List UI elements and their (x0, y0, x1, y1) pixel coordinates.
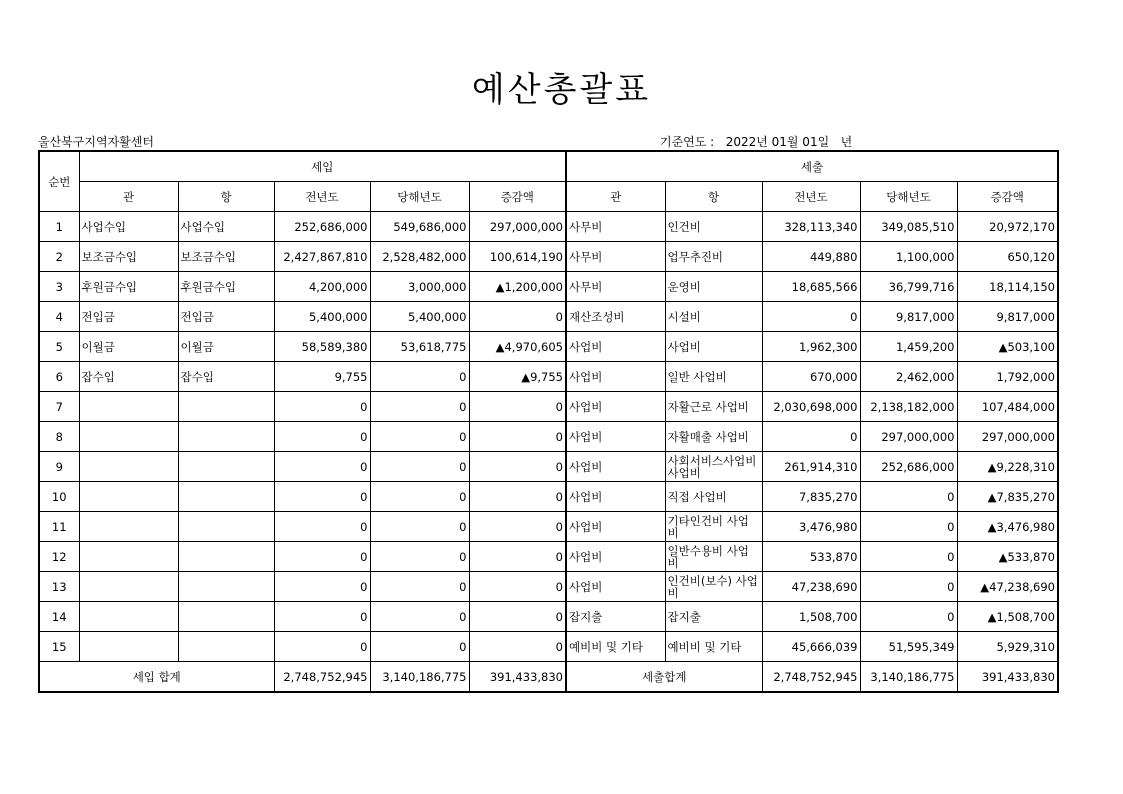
cell-income-gwan: 잡수입 (79, 362, 178, 392)
cell-expense-prev: 328,113,340 (762, 212, 860, 242)
cell-expense-diff: 1,792,000 (957, 362, 1058, 392)
cell-expense-diff: 5,929,310 (957, 632, 1058, 662)
cell-income-prev: 0 (274, 482, 370, 512)
cell-expense-hang: 업무추진비 (665, 242, 762, 272)
cell-expense-diff: 297,000,000 (957, 422, 1058, 452)
cell-income-prev: 0 (274, 512, 370, 542)
cell-expense-diff: ▲503,100 (957, 332, 1058, 362)
basis-value: 2022년 01월 01일 년 (725, 135, 853, 149)
cell-expense-prev: 1,962,300 (762, 332, 860, 362)
basis-date (660, 133, 852, 150)
cell-expense-hang: 운영비 (665, 272, 762, 302)
expense-total-diff: 391,433,830 (957, 662, 1058, 693)
cell-expense-curr: 9,817,000 (860, 302, 957, 332)
cell-expense-prev: 670,000 (762, 362, 860, 392)
cell-income-diff: ▲4,970,605 (469, 332, 566, 362)
cell-expense-gwan: 사업비 (566, 422, 665, 452)
cell-income-hang (178, 602, 274, 632)
cell-income-hang (178, 572, 274, 602)
cell-income-hang: 사업수입 (178, 212, 274, 242)
table-row (39, 452, 1058, 482)
income-total-curr: 3,140,186,775 (370, 662, 469, 693)
cell-income-curr: 0 (370, 452, 469, 482)
header-expense-curr: 당해년도 (860, 182, 957, 212)
cell-expense-diff: 9,817,000 (957, 302, 1058, 332)
cell-expense-hang: 잡지출 (665, 602, 762, 632)
cell-income-hang (178, 482, 274, 512)
cell-expense-prev: 3,476,980 (762, 512, 860, 542)
cell-expense-prev: 0 (762, 422, 860, 452)
cell-expense-diff: ▲1,508,700 (957, 602, 1058, 632)
cell-income-diff: 0 (469, 452, 566, 482)
cell-expense-gwan: 예비비 및 기타 (566, 632, 665, 662)
cell-income-gwan: 이월금 (79, 332, 178, 362)
cell-income-curr: 3,000,000 (370, 272, 469, 302)
cell-income-curr: 0 (370, 392, 469, 422)
cell-expense-diff: ▲3,476,980 (957, 512, 1058, 542)
cell-income-curr: 0 (370, 512, 469, 542)
cell-expense-prev: 2,030,698,000 (762, 392, 860, 422)
table-row (39, 422, 1058, 452)
cell-expense-curr: 2,138,182,000 (860, 392, 957, 422)
cell-income-hang (178, 392, 274, 422)
header-income-hang: 항 (178, 182, 274, 212)
cell-expense-curr: 36,799,716 (860, 272, 957, 302)
cell-expense-diff: ▲9,228,310 (957, 452, 1058, 482)
cell-income-gwan (79, 482, 178, 512)
cell-income-gwan: 후원금수입 (79, 272, 178, 302)
cell-income-prev: 0 (274, 452, 370, 482)
cell-expense-hang: 인건비 (665, 212, 762, 242)
cell-expense-diff: 18,114,150 (957, 272, 1058, 302)
table-row (39, 392, 1058, 422)
cell-expense-gwan: 사업비 (566, 392, 665, 422)
header-income: 세입 (79, 151, 566, 182)
cell-expense-diff: 20,972,170 (957, 212, 1058, 242)
cell-expense-curr: 252,686,000 (860, 452, 957, 482)
cell-expense-prev: 533,870 (762, 542, 860, 572)
cell-expense-curr: 1,100,000 (860, 242, 957, 272)
header-expense: 세출 (566, 151, 1058, 182)
cell-income-prev: 0 (274, 572, 370, 602)
cell-expense-curr: 297,000,000 (860, 422, 957, 452)
cell-seq: 1 (39, 212, 79, 242)
cell-expense-prev: 47,238,690 (762, 572, 860, 602)
header-income-gwan: 관 (79, 182, 178, 212)
cell-income-gwan: 사업수입 (79, 212, 178, 242)
cell-income-prev: 0 (274, 542, 370, 572)
cell-expense-diff: ▲533,870 (957, 542, 1058, 572)
cell-seq: 7 (39, 392, 79, 422)
cell-income-gwan (79, 512, 178, 542)
cell-seq: 2 (39, 242, 79, 272)
table-row (39, 362, 1058, 392)
header-income-prev: 전년도 (274, 182, 370, 212)
cell-expense-curr: 2,462,000 (860, 362, 957, 392)
cell-income-curr: 0 (370, 572, 469, 602)
table-row (39, 632, 1058, 662)
cell-seq: 9 (39, 452, 79, 482)
cell-income-gwan: 전입금 (79, 302, 178, 332)
cell-income-gwan (79, 542, 178, 572)
cell-income-diff: 0 (469, 422, 566, 452)
cell-income-diff: 0 (469, 542, 566, 572)
table-row (39, 272, 1058, 302)
header-expense-diff: 증감액 (957, 182, 1058, 212)
cell-expense-prev: 449,880 (762, 242, 860, 272)
cell-seq: 14 (39, 602, 79, 632)
cell-expense-diff: 107,484,000 (957, 392, 1058, 422)
cell-income-curr: 53,618,775 (370, 332, 469, 362)
cell-income-diff: 0 (469, 512, 566, 542)
cell-expense-hang: 자활매출 사업비 (665, 422, 762, 452)
cell-income-curr: 0 (370, 602, 469, 632)
table-row (39, 212, 1058, 242)
cell-income-hang (178, 512, 274, 542)
expense-total-label: 세출합계 (566, 662, 762, 693)
cell-income-curr: 0 (370, 542, 469, 572)
table-row (39, 242, 1058, 272)
cell-income-gwan (79, 422, 178, 452)
cell-income-gwan: 보조금수입 (79, 242, 178, 272)
page-title: 예산총괄표 (471, 70, 652, 110)
cell-expense-gwan: 사업비 (566, 452, 665, 482)
cell-income-diff: 297,000,000 (469, 212, 566, 242)
cell-income-hang (178, 422, 274, 452)
cell-income-hang: 전입금 (178, 302, 274, 332)
header-income-curr: 당해년도 (370, 182, 469, 212)
table-row (39, 332, 1058, 362)
cell-income-diff: 0 (469, 302, 566, 332)
cell-income-curr: 2,528,482,000 (370, 242, 469, 272)
header-expense-prev: 전년도 (762, 182, 860, 212)
cell-expense-hang: 일반 사업비 (665, 362, 762, 392)
expense-total-curr: 3,140,186,775 (860, 662, 957, 693)
cell-income-curr: 0 (370, 482, 469, 512)
cell-income-prev: 4,200,000 (274, 272, 370, 302)
cell-income-gwan (79, 572, 178, 602)
cell-expense-hang: 자활근로 사업비 (665, 392, 762, 422)
cell-expense-gwan: 사업비 (566, 362, 665, 392)
cell-income-diff: ▲9,755 (469, 362, 566, 392)
cell-seq: 3 (39, 272, 79, 302)
cell-expense-curr: 0 (860, 542, 957, 572)
cell-expense-curr: 0 (860, 512, 957, 542)
cell-income-hang (178, 452, 274, 482)
cell-expense-curr: 0 (860, 602, 957, 632)
cell-seq: 13 (39, 572, 79, 602)
table-row (39, 512, 1058, 542)
cell-expense-hang: 일반수용비 사업비 (665, 542, 762, 572)
cell-expense-prev: 18,685,566 (762, 272, 860, 302)
cell-expense-curr: 0 (860, 572, 957, 602)
totals-row (39, 662, 1058, 693)
cell-income-hang: 후원금수입 (178, 272, 274, 302)
cell-expense-gwan: 사업비 (566, 512, 665, 542)
cell-expense-gwan: 사무비 (566, 212, 665, 242)
cell-expense-curr: 1,459,200 (860, 332, 957, 362)
cell-income-diff: 0 (469, 602, 566, 632)
cell-seq: 10 (39, 482, 79, 512)
cell-seq: 5 (39, 332, 79, 362)
cell-expense-hang: 인건비(보수) 사업비 (665, 572, 762, 602)
basis-label: 기준연도 : (660, 135, 715, 149)
table-row (39, 302, 1058, 332)
cell-income-diff: 0 (469, 572, 566, 602)
cell-expense-hang: 사회서비스사업비 사업비 (665, 452, 762, 482)
table-row (39, 542, 1058, 572)
cell-income-curr: 0 (370, 632, 469, 662)
cell-expense-diff: ▲7,835,270 (957, 482, 1058, 512)
cell-income-gwan (79, 602, 178, 632)
header-expense-hang: 항 (665, 182, 762, 212)
cell-expense-diff: 650,120 (957, 242, 1058, 272)
cell-expense-hang: 기타인건비 사업비 (665, 512, 762, 542)
cell-seq: 12 (39, 542, 79, 572)
organization-name: 울산북구지역자활센터 (38, 135, 154, 149)
cell-expense-hang: 사업비 (665, 332, 762, 362)
cell-seq: 6 (39, 362, 79, 392)
cell-expense-prev: 45,666,039 (762, 632, 860, 662)
cell-income-diff: 0 (469, 632, 566, 662)
cell-income-gwan (79, 392, 178, 422)
cell-income-gwan (79, 632, 178, 662)
cell-income-hang (178, 632, 274, 662)
income-total-label: 세입 합계 (39, 662, 274, 693)
cell-income-diff: 0 (469, 482, 566, 512)
cell-expense-curr: 349,085,510 (860, 212, 957, 242)
table-row (39, 602, 1058, 632)
cell-income-hang: 보조금수입 (178, 242, 274, 272)
header-expense-gwan: 관 (566, 182, 665, 212)
cell-income-hang: 이월금 (178, 332, 274, 362)
header-seq: 순번 (39, 151, 79, 212)
cell-expense-diff: ▲47,238,690 (957, 572, 1058, 602)
cell-income-prev: 2,427,867,810 (274, 242, 370, 272)
cell-expense-hang: 시설비 (665, 302, 762, 332)
header-row-columns (39, 182, 1058, 212)
cell-income-prev: 0 (274, 422, 370, 452)
table-body (39, 212, 1058, 662)
cell-income-prev: 252,686,000 (274, 212, 370, 242)
cell-income-prev: 58,589,380 (274, 332, 370, 362)
cell-expense-curr: 0 (860, 482, 957, 512)
cell-income-prev: 0 (274, 392, 370, 422)
header-row-groups (39, 151, 1058, 182)
cell-income-prev: 5,400,000 (274, 302, 370, 332)
table-row (39, 572, 1058, 602)
cell-seq: 11 (39, 512, 79, 542)
cell-seq: 8 (39, 422, 79, 452)
table-row (39, 482, 1058, 512)
cell-expense-prev: 7,835,270 (762, 482, 860, 512)
cell-expense-gwan: 잡지출 (566, 602, 665, 632)
cell-income-curr: 549,686,000 (370, 212, 469, 242)
cell-expense-prev: 0 (762, 302, 860, 332)
cell-income-curr: 5,400,000 (370, 302, 469, 332)
cell-expense-gwan: 재산조성비 (566, 302, 665, 332)
cell-income-hang (178, 542, 274, 572)
cell-expense-curr: 51,595,349 (860, 632, 957, 662)
cell-expense-hang: 예비비 및 기타 (665, 632, 762, 662)
cell-income-diff: ▲1,200,000 (469, 272, 566, 302)
cell-expense-gwan: 사업비 (566, 572, 665, 602)
cell-expense-gwan: 사업비 (566, 542, 665, 572)
header-income-diff: 증감액 (469, 182, 566, 212)
cell-expense-gwan: 사무비 (566, 242, 665, 272)
cell-income-prev: 9,755 (274, 362, 370, 392)
income-total-prev: 2,748,752,945 (274, 662, 370, 693)
cell-income-gwan (79, 452, 178, 482)
cell-expense-prev: 261,914,310 (762, 452, 860, 482)
cell-expense-gwan: 사업비 (566, 332, 665, 362)
cell-expense-gwan: 사업비 (566, 482, 665, 512)
cell-expense-gwan: 사무비 (566, 272, 665, 302)
cell-income-prev: 0 (274, 632, 370, 662)
cell-income-prev: 0 (274, 602, 370, 632)
cell-expense-hang: 직접 사업비 (665, 482, 762, 512)
cell-seq: 15 (39, 632, 79, 662)
cell-income-diff: 100,614,190 (469, 242, 566, 272)
budget-summary-table (38, 150, 1059, 693)
cell-income-curr: 0 (370, 422, 469, 452)
income-total-diff: 391,433,830 (469, 662, 566, 693)
expense-total-prev: 2,748,752,945 (762, 662, 860, 693)
cell-income-hang: 잡수입 (178, 362, 274, 392)
cell-seq: 4 (39, 302, 79, 332)
cell-expense-prev: 1,508,700 (762, 602, 860, 632)
cell-income-curr: 0 (370, 362, 469, 392)
cell-income-diff: 0 (469, 392, 566, 422)
